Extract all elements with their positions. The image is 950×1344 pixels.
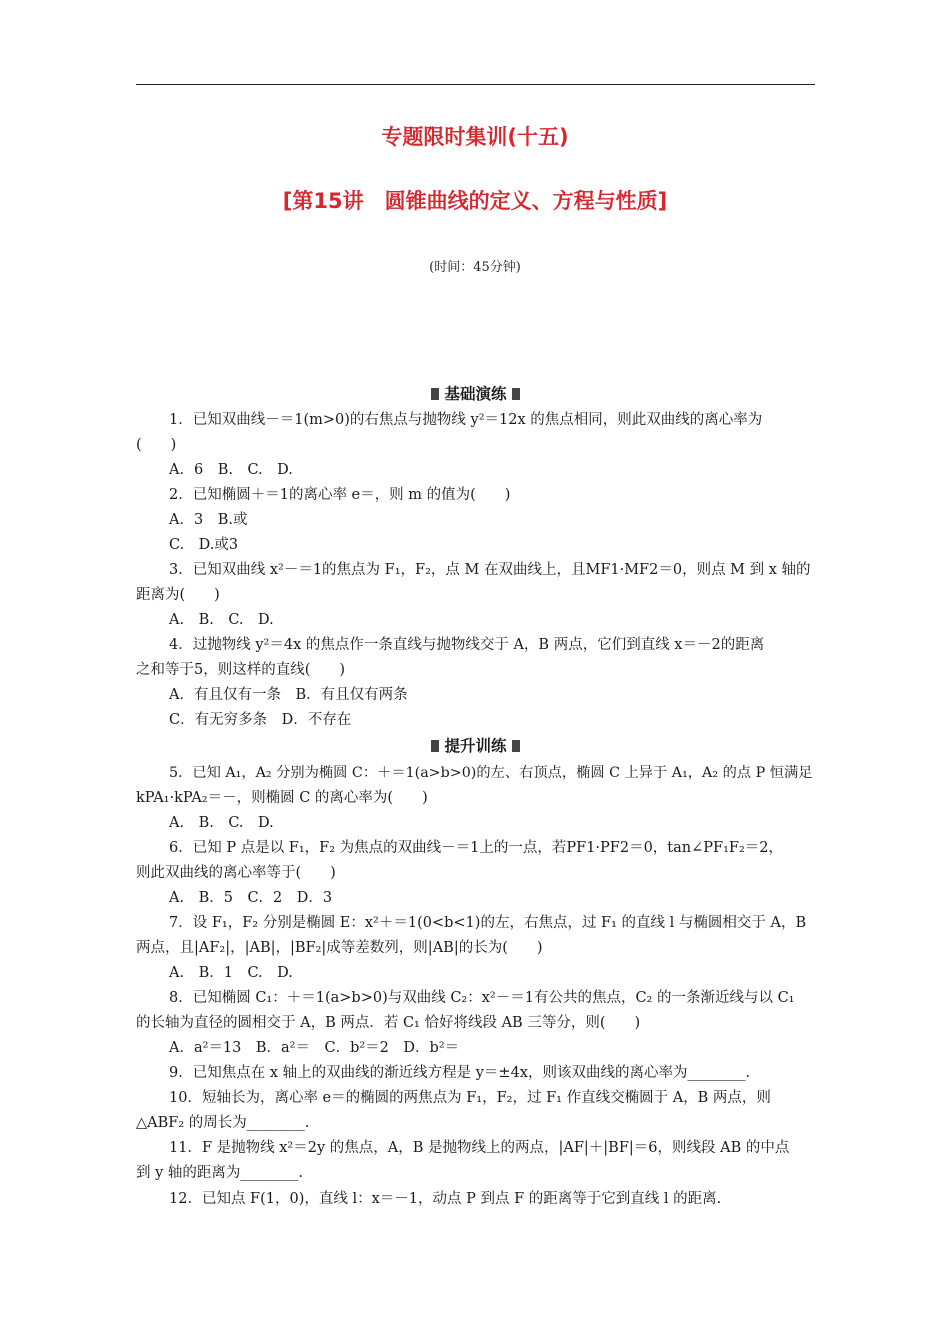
question-line: 1．已知双曲线－＝1(m>0)的右焦点与抛物线 y²＝12x 的焦点相同，则此双曲线的离心率为 — [169, 412, 763, 428]
time-note: (时间：45分钟) — [429, 260, 521, 275]
question-line: 距离为( ) — [136, 587, 220, 603]
options-line: A．有且仅有一条 B．有且仅有两条 — [169, 687, 408, 703]
section-heading-label: 基础演练 — [444, 385, 507, 403]
section-heading-basic — [136, 383, 815, 405]
question-line: 6．已知 P 点是以 F₁，F₂ 为焦点的双曲线－＝1上的一点，若PF1·PF2＝0，tan∠PF₁F₂＝2， — [169, 840, 783, 856]
question-line: 则此双曲线的离心率等于( ) — [136, 865, 336, 881]
options-line: A. B. C. D. — [169, 815, 274, 831]
question-line: 之和等于5，则这样的直线( ) — [136, 662, 346, 678]
top-rule — [136, 84, 815, 85]
question-line: 两点，且|AF₂|，|AB|，|BF₂|成等差数列，则|AB|的长为( ) — [136, 940, 543, 956]
options-line: A．a²＝13 B．a²＝ C．b²＝2 D．b²＝ — [169, 1040, 460, 1056]
block-marker-icon — [431, 740, 439, 752]
section-heading-label: 提升训练 — [444, 737, 507, 755]
question-line: 到 y 轴的距离为________. — [136, 1165, 304, 1181]
question-line: 的长轴为直径的圆相交于 A，B 两点．若 C₁ 恰好将线段 AB 三等分，则( ) — [136, 1015, 641, 1031]
block-marker-icon — [512, 740, 520, 752]
question-line: 9．已知焦点在 x 轴上的双曲线的渐近线方程是 y＝±4x，则该双曲线的离心率为________. — [169, 1065, 751, 1081]
question-line: 8．已知椭圆 C₁：＋＝1(a>b>0)与双曲线 C₂：x²－＝1有公共的焦点，C₂ 的一条渐近线与以 C₁ — [169, 990, 795, 1006]
options-line: C．有无穷多条 D．不存在 — [169, 712, 352, 728]
options-line: A. B．1 C. D. — [169, 965, 293, 981]
question-line: 7．设 F₁，F₂ 分别是椭圆 E：x²＋＝1(0<b<1)的左，右焦点，过 F₁ 的直线 l 与椭圆相交于 A，B — [169, 915, 807, 931]
question-line: 5．已知 A₁，A₂ 分别为椭圆 C：＋＝1(a>b>0)的左、右顶点，椭圆 C 上异于 A₁，A₂ 的点 P 恒满足 — [169, 765, 813, 781]
options-line: A. B．5 C．2 D．3 — [169, 890, 333, 906]
page-subtitle: [第15讲 圆锥曲线的定义、方程与性质] — [282, 189, 668, 213]
block-marker-icon — [512, 388, 520, 400]
question-line: 4．过抛物线 y²＝4x 的焦点作一条直线与抛物线交于 A，B 两点，它们到直线 x＝－2的距离 — [169, 637, 765, 653]
question-line: kPA₁·kPA₂＝－，则椭圆 C 的离心率为( ) — [136, 790, 428, 806]
question-line: 2．已知椭圆＋＝1的离心率 e＝，则 m 的值为( ) — [169, 487, 511, 503]
question-line: ( ) — [136, 437, 177, 453]
block-marker-icon — [431, 388, 439, 400]
question-line: △ABF₂ 的周长为________. — [136, 1115, 310, 1131]
question-line: 11．F 是抛物线 x²＝2y 的焦点，A，B 是抛物线上的两点，|AF|＋|BF|＝6，则线段 AB 的中点 — [169, 1140, 790, 1156]
section-heading-advanced — [136, 735, 815, 757]
question-line: 10．短轴长为，离心率 e＝的椭圆的两焦点为 F₁，F₂，过 F₁ 作直线交椭圆于 A，B 两点，则 — [169, 1090, 771, 1106]
options-line: A．6 B. C. D. — [169, 462, 293, 478]
options-line: A．3 B.或 — [169, 512, 248, 528]
question-line: 12．已知点 F(1，0)，直线 l：x＝－1，动点 P 到点 F 的距离等于它到直线 l 的距离. — [169, 1191, 722, 1207]
options-line: C. D.或3 — [169, 537, 239, 553]
page-title: 专题限时集训(十五) — [381, 125, 569, 149]
question-line: 3．已知双曲线 x²－＝1的焦点为 F₁，F₂，点 M 在双曲线上，且MF1·MF2＝0，则点 M 到 x 轴的 — [169, 562, 811, 578]
options-line: A. B. C. D. — [169, 612, 274, 628]
